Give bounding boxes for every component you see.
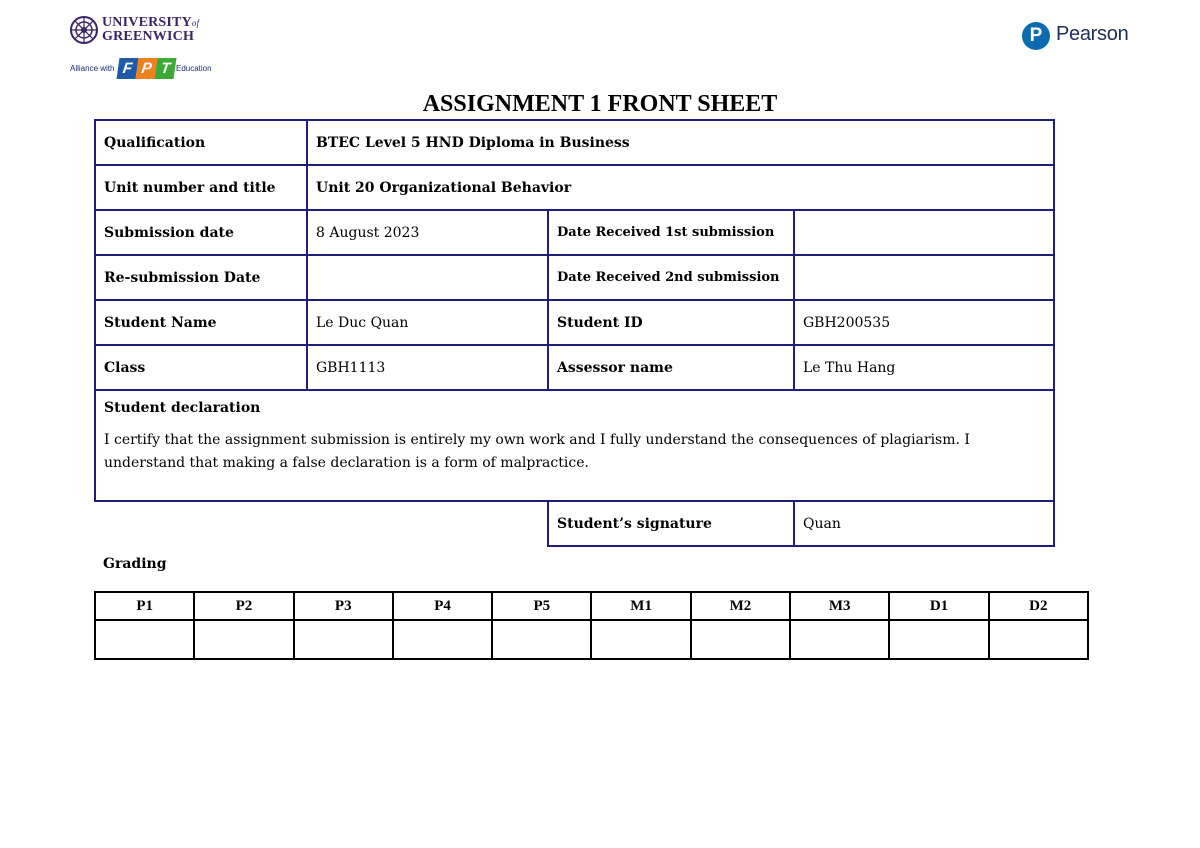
- grade-value-m3: [790, 620, 889, 659]
- pearson-logo: [1022, 22, 1132, 52]
- student-id-value: GBH200535: [794, 300, 1054, 345]
- university-seal-icon: [70, 16, 98, 44]
- fpt-prefix: Alliance with: [70, 64, 115, 73]
- resubmission-row: [95, 255, 1054, 300]
- grade-value-p1: [95, 620, 194, 659]
- grading-value-row: [95, 620, 1088, 659]
- grade-value-p2: [194, 620, 293, 659]
- grade-header-p5: P5: [492, 592, 591, 620]
- assessor-name-value: Le Thu Hang: [794, 345, 1054, 390]
- qualification-value: BTEC Level 5 HND Diploma in Business: [307, 120, 1054, 165]
- grade-header-m3: M3: [790, 592, 889, 620]
- fpt-suffix: Education: [176, 64, 212, 73]
- resubmission-date-value: [307, 255, 548, 300]
- grade-value-d2: [989, 620, 1088, 659]
- grade-value-m2: [691, 620, 790, 659]
- fpt-letter-t: T: [155, 58, 177, 79]
- qualification-row: [95, 120, 1054, 165]
- declaration-row: [95, 390, 1054, 501]
- class-value: GBH1113: [307, 345, 548, 390]
- class-row: [95, 345, 1054, 390]
- fpt-education-logo: [70, 58, 210, 80]
- student-name-label: Student Name: [95, 300, 307, 345]
- assessor-name-label: Assessor name: [548, 345, 794, 390]
- signature-value: Quan: [794, 501, 1054, 546]
- pearson-p-icon: P: [1022, 22, 1050, 50]
- fpt-letter-f: F: [117, 58, 139, 79]
- grading-label: Grading: [103, 556, 167, 572]
- signature-label: Student’s signature: [548, 501, 794, 546]
- submission-date-label: Submission date: [95, 210, 307, 255]
- grade-header-p1: P1: [95, 592, 194, 620]
- unit-value: Unit 20 Organizational Behavior: [307, 165, 1054, 210]
- unit-row: [95, 165, 1054, 210]
- submission-date-value: 8 August 2023: [307, 210, 548, 255]
- grade-header-p3: P3: [294, 592, 393, 620]
- received-second-label: Date Received 2nd submission: [548, 255, 794, 300]
- class-label: Class: [95, 345, 307, 390]
- submission-row: [95, 210, 1054, 255]
- grading-header-row: [95, 592, 1088, 620]
- grade-header-m1: M1: [591, 592, 690, 620]
- student-row: [95, 300, 1054, 345]
- grading-table: [94, 591, 1089, 660]
- grade-header-d2: D2: [989, 592, 1088, 620]
- declaration-title: Student declaration: [104, 400, 261, 416]
- received-first-label: Date Received 1st submission: [548, 210, 794, 255]
- qualification-label: Qualification: [95, 120, 307, 165]
- grade-header-p4: P4: [393, 592, 492, 620]
- grade-value-p4: [393, 620, 492, 659]
- university-of-greenwich-logo: [70, 14, 210, 48]
- grade-header-d1: D1: [889, 592, 988, 620]
- declaration-text: I certify that the assignment submission is entirely my own work and I fully understand the consequences of plagiarism. I understand that making a false declaration is a form of malpractice.: [104, 432, 970, 471]
- signature-spacer: [95, 501, 548, 546]
- grade-value-m1: [591, 620, 690, 659]
- page-title: ASSIGNMENT 1 FRONT SHEET: [422, 91, 778, 117]
- grade-value-d1: [889, 620, 988, 659]
- pearson-wordmark: Pearson: [1056, 23, 1129, 45]
- resubmission-date-label: Re-submission Date: [95, 255, 307, 300]
- grade-value-p3: [294, 620, 393, 659]
- student-declaration: [95, 390, 1054, 501]
- student-id-label: Student ID: [548, 300, 794, 345]
- grade-header-p2: P2: [194, 592, 293, 620]
- grade-value-p5: [492, 620, 591, 659]
- received-first-value: [794, 210, 1054, 255]
- unit-label: Unit number and title: [95, 165, 307, 210]
- grade-header-m2: M2: [691, 592, 790, 620]
- university-name: UNIVERSITYof GREENWICH: [102, 15, 200, 44]
- student-name-value: Le Duc Quan: [307, 300, 548, 345]
- signature-row: [95, 501, 1054, 546]
- fpt-letter-p: P: [136, 58, 158, 79]
- front-sheet-table: [94, 119, 1055, 547]
- received-second-value: [794, 255, 1054, 300]
